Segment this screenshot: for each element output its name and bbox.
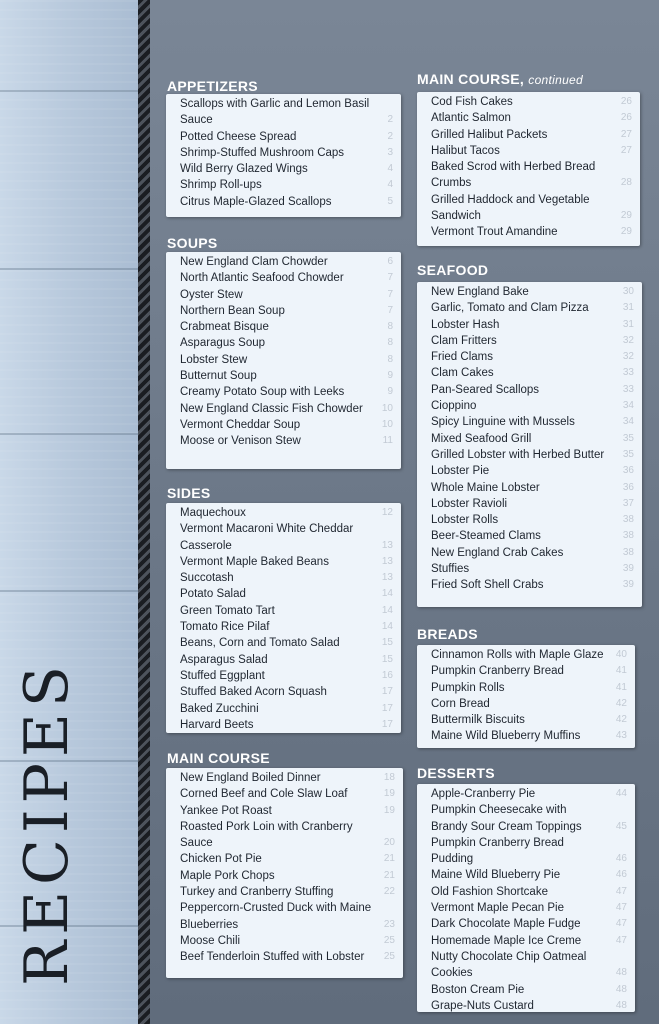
page-number: 37 <box>622 497 634 509</box>
recipe-entry <box>431 431 634 447</box>
page-number: 34 <box>622 416 634 428</box>
recipe-entry <box>431 916 627 932</box>
recipe-entry <box>180 933 395 949</box>
recipe-name: Vermont Trout Amandine <box>431 226 558 239</box>
recipe-name: Cinnamon Rolls with Maple Glaze <box>431 649 604 661</box>
recipe-name: Shrimp-Stuffed Mushroom Caps <box>180 146 345 159</box>
page-number: 9 <box>387 370 393 382</box>
recipe-name: Grilled Lobster with Herbed Butter <box>431 448 605 461</box>
page-number: 26 <box>620 112 632 124</box>
page-number: 13 <box>381 555 393 567</box>
recipe-name: Garlic, Tomato and Clam Pizza <box>431 302 589 315</box>
recipe-name: New England Crab Cakes <box>431 546 564 559</box>
section-title-desserts: DESSERTS <box>417 765 495 781</box>
recipe-name: Asparagus Salad <box>180 653 268 666</box>
recipe-entry <box>180 652 393 668</box>
page-number: 20 <box>383 837 395 849</box>
page-number: 36 <box>622 465 634 477</box>
recipe-name: North Atlantic Seafood Chowder <box>180 272 344 285</box>
recipe-name: Succotash <box>180 572 234 585</box>
page-number: 23 <box>383 918 395 930</box>
recipe-entry <box>180 851 395 867</box>
page-number: 27 <box>620 144 632 156</box>
recipe-name: Boston Cream Pie <box>431 983 525 996</box>
recipe-entry <box>180 803 395 819</box>
page-number: 3 <box>387 146 393 158</box>
page-number: 28 <box>620 177 632 189</box>
page-number: 2 <box>387 114 393 126</box>
page-number: 18 <box>383 772 395 783</box>
recipe-entry <box>180 786 395 802</box>
recipe-entry <box>180 819 395 852</box>
recipe-entry <box>180 884 395 900</box>
recipe-name: Clam Fritters <box>431 334 497 347</box>
recipe-entry <box>180 717 393 733</box>
recipe-name: Oyster Stew <box>180 288 243 301</box>
recipe-name: Potted Cheese Spread <box>180 130 297 143</box>
recipe-entry <box>180 900 395 933</box>
recipe-entry <box>431 712 627 728</box>
page-number: 32 <box>622 351 634 363</box>
page-number: 41 <box>615 665 627 677</box>
recipe-entry <box>180 668 393 684</box>
recipe-entry <box>180 177 393 193</box>
recipe-entry <box>431 561 634 577</box>
page-number: 2 <box>387 130 393 142</box>
recipe-name: Creamy Potato Soup with Leeks <box>180 386 345 399</box>
recipe-entry <box>431 110 632 126</box>
recipe-entry <box>180 635 393 651</box>
recipe-entry <box>180 701 393 717</box>
recipe-entry <box>180 433 393 449</box>
recipe-name: New England Clam Chowder <box>180 256 328 268</box>
recipe-entry <box>431 300 634 316</box>
recipe-name: Homemade Maple Ice Creme <box>431 934 582 947</box>
recipe-name: Chicken Pot Pie <box>180 853 262 866</box>
recipe-name: Clam Cakes <box>431 367 494 380</box>
recipe-entry <box>180 570 393 586</box>
page-number: 31 <box>622 318 634 330</box>
page-number: 17 <box>381 702 393 714</box>
page-number: 38 <box>622 514 634 526</box>
page-number: 42 <box>615 697 627 709</box>
page-number: 32 <box>622 334 634 346</box>
page-number: 46 <box>615 869 627 881</box>
recipe-name: Whole Maine Lobster <box>431 481 540 494</box>
section-box-desserts <box>417 784 635 1012</box>
recipe-index-page <box>150 0 659 1024</box>
recipe-name: Maquechoux <box>180 507 246 519</box>
page-number: 14 <box>381 588 393 600</box>
recipe-name: Pumpkin Cranberry Bread Pudding <box>431 836 564 866</box>
recipe-entry <box>431 884 627 900</box>
page-number: 42 <box>615 714 627 726</box>
recipe-name: Vermont Macaroni White Cheddar Casserole <box>180 523 354 552</box>
recipe-name: Nutty Chocolate Chip Oatmeal Cookies <box>431 950 587 980</box>
recipe-name: Yankee Pot Roast <box>180 804 272 817</box>
page-number: 39 <box>622 563 634 575</box>
recipe-name: Vermont Maple Pecan Pie <box>431 902 564 915</box>
recipe-list-main-course-continued <box>431 94 632 241</box>
page-number: 14 <box>381 604 393 616</box>
page-number: 5 <box>387 195 393 207</box>
recipe-entry <box>431 94 632 110</box>
page-number: 21 <box>383 869 395 881</box>
page-number: 7 <box>387 304 393 316</box>
recipe-entry <box>431 159 632 192</box>
plank-divider <box>0 590 140 592</box>
recipe-name: Pan-Seared Scallops <box>431 383 540 396</box>
recipe-entry <box>431 463 634 479</box>
recipe-entry <box>180 521 393 554</box>
recipe-entry <box>431 127 632 143</box>
page-title <box>12 650 82 995</box>
page-number: 29 <box>620 226 632 238</box>
recipe-name: Fried Soft Shell Crabs <box>431 579 544 592</box>
page-number: 35 <box>622 448 634 460</box>
page-number: 6 <box>387 256 393 267</box>
recipe-name: Lobster Pie <box>431 465 490 478</box>
recipe-entry <box>180 287 393 303</box>
recipe-entry <box>431 224 632 240</box>
page-number: 40 <box>615 649 627 660</box>
page-number: 34 <box>622 400 634 412</box>
recipe-entry <box>431 447 634 463</box>
recipe-name: Spicy Linguine with Mussels <box>431 416 575 429</box>
wood-background <box>0 0 140 1024</box>
recipe-entry <box>180 949 395 965</box>
recipe-entry <box>431 192 632 225</box>
recipe-entry <box>180 96 393 129</box>
recipe-entry <box>431 982 627 998</box>
recipe-name: Mixed Seafood Grill <box>431 432 532 445</box>
recipe-entry <box>431 284 634 300</box>
section-box-main-course <box>166 768 403 978</box>
recipe-name: Vermont Cheddar Soup <box>180 418 301 431</box>
page-number: 43 <box>615 730 627 742</box>
section-title-appetizers: APPETIZERS <box>167 78 258 94</box>
recipe-entry <box>431 496 634 512</box>
page-title-text: RECIPES <box>12 659 83 986</box>
recipe-name: Turkey and Cranberry Stuffing <box>180 886 334 899</box>
page-number: 38 <box>622 530 634 542</box>
recipe-entry <box>431 786 627 802</box>
page-number: 47 <box>615 902 627 914</box>
recipe-name: Moose or Venison Stew <box>180 435 301 448</box>
recipe-entry <box>180 270 393 286</box>
section-box-breads <box>417 645 635 748</box>
page-number: 10 <box>381 418 393 430</box>
section-box-soups <box>166 252 401 469</box>
recipe-entry <box>431 647 627 663</box>
page-number: 7 <box>387 272 393 284</box>
recipe-name: Dark Chocolate Maple Fudge <box>431 918 581 931</box>
page-number: 7 <box>387 288 393 300</box>
recipe-name: Stuffed Baked Acorn Squash <box>180 686 327 699</box>
section-title-main-course-continued <box>417 71 583 87</box>
section-title-seafood: SEAFOOD <box>417 262 489 278</box>
recipe-name: Potato Salad <box>180 588 246 601</box>
recipe-name: Grape-Nuts Custard <box>431 999 534 1012</box>
page-number: 4 <box>387 163 393 175</box>
recipe-entry <box>431 867 627 883</box>
plank-divider <box>0 268 140 270</box>
recipe-list-sides <box>180 505 393 733</box>
recipe-name: Stuffies <box>431 563 470 576</box>
recipe-entry <box>180 319 393 335</box>
recipe-name: Lobster Hash <box>431 318 500 331</box>
recipe-entry <box>431 545 634 561</box>
recipe-name: Tomato Rice Pilaf <box>180 621 270 634</box>
section-title-breads: BREADS <box>417 626 478 642</box>
recipe-name: Crabmeat Bisque <box>180 321 269 334</box>
rope-binding <box>138 0 150 1024</box>
page-number: 48 <box>615 983 627 995</box>
recipe-name: Maine Wild Blueberry Muffins <box>431 730 581 743</box>
page-number: 35 <box>622 432 634 444</box>
recipe-name: Beer-Steamed Clams <box>431 530 541 543</box>
recipe-name: New England Bake <box>431 286 529 298</box>
recipe-entry <box>431 382 634 398</box>
page-number: 4 <box>387 179 393 191</box>
recipe-entry <box>431 512 634 528</box>
recipe-name: Green Tomato Tart <box>180 604 275 617</box>
recipe-name: New England Classic Fish Chowder <box>180 402 363 415</box>
page-number: 8 <box>387 353 393 365</box>
page-number: 27 <box>620 128 632 140</box>
recipe-entry <box>180 368 393 384</box>
section-title-main-course: MAIN COURSE <box>167 750 270 766</box>
plank-divider <box>0 90 140 92</box>
page-number: 16 <box>381 669 393 681</box>
recipe-entry <box>431 349 634 365</box>
recipe-name: Beans, Corn and Tomato Salad <box>180 637 340 650</box>
page-number: 26 <box>620 96 632 107</box>
recipe-name: Cioppino <box>431 400 477 413</box>
recipe-entry <box>180 129 393 145</box>
page-number: 25 <box>383 951 395 963</box>
recipe-name: Cod Fish Cakes <box>431 96 513 108</box>
section-box-sides <box>166 503 401 733</box>
recipe-name: Beef Tenderloin Stuffed with Lobster <box>180 951 365 964</box>
recipe-entry <box>431 398 634 414</box>
recipe-entry <box>180 254 393 270</box>
page-number: 48 <box>615 999 627 1011</box>
recipe-name: Apple-Cranberry Pie <box>431 788 536 800</box>
recipe-entry <box>431 317 634 333</box>
recipe-entry <box>431 680 627 696</box>
page-number: 19 <box>383 804 395 816</box>
recipe-name: Butternut Soup <box>180 370 257 383</box>
page-number: 9 <box>387 386 393 398</box>
page-number: 33 <box>622 367 634 379</box>
page-number: 8 <box>387 337 393 349</box>
recipe-entry <box>180 194 393 210</box>
recipe-name: Grilled Halibut Packets <box>431 128 548 141</box>
recipe-entry <box>431 728 627 744</box>
section-title-main-course-continued-label: MAIN COURSE, <box>417 71 525 87</box>
recipe-entry <box>431 365 634 381</box>
recipe-name: Scallops with Garlic and Lemon Basil Sauce <box>180 98 370 127</box>
recipe-entry <box>180 401 393 417</box>
recipe-entry <box>431 900 627 916</box>
recipe-entry <box>431 663 627 679</box>
recipe-list-desserts <box>431 786 627 1014</box>
page-number: 29 <box>620 210 632 222</box>
recipe-name: Atlantic Salmon <box>431 112 511 125</box>
section-box-appetizers <box>166 94 401 217</box>
page-number: 15 <box>381 653 393 665</box>
recipe-list-main-course <box>180 770 395 966</box>
page-number: 17 <box>381 686 393 698</box>
recipe-name: Baked Zucchini <box>180 702 259 715</box>
page-number: 14 <box>381 621 393 633</box>
recipe-entry <box>431 414 634 430</box>
recipe-entry <box>431 998 627 1014</box>
page-number: 41 <box>615 681 627 693</box>
recipe-list-soups <box>180 254 393 450</box>
recipe-entry <box>180 145 393 161</box>
recipe-list-appetizers <box>180 96 393 210</box>
recipe-entry <box>180 352 393 368</box>
recipe-entry <box>431 480 634 496</box>
recipe-entry <box>180 868 395 884</box>
page-number: 15 <box>381 637 393 649</box>
recipe-entry <box>431 933 627 949</box>
recipe-entry <box>431 835 627 868</box>
recipe-name: New England Boiled Dinner <box>180 772 321 784</box>
page-number: 17 <box>381 718 393 730</box>
page-number: 21 <box>383 853 395 865</box>
recipe-name: Pumpkin Cranberry Bread <box>431 665 564 678</box>
recipe-entry <box>180 384 393 400</box>
recipe-entry <box>431 333 634 349</box>
recipe-name: Northern Bean Soup <box>180 304 285 317</box>
page-number: 10 <box>381 402 393 414</box>
page-number: 8 <box>387 321 393 333</box>
page-number: 47 <box>615 934 627 946</box>
recipe-name: Citrus Maple-Glazed Scallops <box>180 195 332 208</box>
recipe-name: Stuffed Eggplant <box>180 669 265 682</box>
recipe-list-breads <box>431 647 627 745</box>
page-number: 47 <box>615 885 627 897</box>
page-number: 36 <box>622 481 634 493</box>
recipe-name: Buttermilk Biscuits <box>431 714 525 727</box>
recipe-entry <box>180 417 393 433</box>
page-number: 12 <box>381 507 393 518</box>
page-number: 39 <box>622 579 634 591</box>
recipe-name: Maple Pork Chops <box>180 869 275 882</box>
page-number: 31 <box>622 302 634 314</box>
page-number: 13 <box>381 572 393 584</box>
recipe-entry <box>180 619 393 635</box>
section-box-main-course-continued <box>417 92 640 246</box>
recipe-name: Old Fashion Shortcake <box>431 885 548 898</box>
recipe-entry <box>180 161 393 177</box>
recipe-name: Baked Scrod with Herbed Bread Crumbs <box>431 161 596 190</box>
recipe-name: Lobster Rolls <box>431 514 499 527</box>
recipe-name: Shrimp Roll-ups <box>180 179 262 192</box>
recipe-list-seafood <box>431 284 634 594</box>
section-title-soups: SOUPS <box>167 235 218 251</box>
page-number: 19 <box>383 788 395 800</box>
page-number: 22 <box>383 886 395 898</box>
recipe-name: Fried Clams <box>431 351 493 364</box>
recipe-name: Lobster Stew <box>180 353 248 366</box>
recipe-entry <box>180 303 393 319</box>
page-number: 25 <box>383 934 395 946</box>
recipe-entry <box>431 528 634 544</box>
recipe-name: Corn Bread <box>431 697 490 710</box>
section-box-seafood <box>417 282 642 607</box>
page-number: 11 <box>382 435 393 447</box>
recipe-name: Peppercorn-Crusted Duck with Maine Blueberries <box>180 902 372 931</box>
page-number: 33 <box>622 383 634 395</box>
section-title-sides: SIDES <box>167 485 211 501</box>
recipe-entry <box>180 505 393 521</box>
recipe-entry <box>431 696 627 712</box>
recipe-name: Pumpkin Cheesecake with Brandy Sour Cream Toppings <box>431 804 582 833</box>
page-number: 47 <box>615 918 627 930</box>
page-number: 30 <box>622 286 634 297</box>
recipe-entry <box>431 949 627 982</box>
recipe-name: Moose Chili <box>180 934 241 947</box>
recipe-entry <box>180 335 393 351</box>
recipe-entry <box>180 770 395 786</box>
recipe-name: Lobster Ravioli <box>431 497 508 510</box>
plank-divider <box>0 433 140 435</box>
recipe-name: Roasted Pork Loin with Cranberry Sauce <box>180 820 353 850</box>
page-number: 38 <box>622 546 634 558</box>
recipe-name: Halibut Tacos <box>431 144 500 157</box>
page-number: 46 <box>615 853 627 865</box>
page-number: 13 <box>381 539 393 551</box>
recipe-entry <box>431 577 634 593</box>
recipe-entry <box>180 603 393 619</box>
recipe-entry <box>431 143 632 159</box>
page-number: 45 <box>615 820 627 832</box>
recipe-entry <box>431 802 627 835</box>
page-number: 44 <box>615 788 627 799</box>
recipe-entry <box>180 586 393 602</box>
recipe-name: Vermont Maple Baked Beans <box>180 555 329 568</box>
continued-label: continued <box>528 73 584 87</box>
recipe-name: Grilled Haddock and Vegetable Sandwich <box>431 193 590 223</box>
recipe-name: Pumpkin Rolls <box>431 681 505 694</box>
recipe-name: Maine Wild Blueberry Pie <box>431 869 561 882</box>
recipe-entry <box>180 684 393 700</box>
recipe-name: Wild Berry Glazed Wings <box>180 163 308 176</box>
recipe-name: Asparagus Soup <box>180 337 266 350</box>
page-number: 48 <box>615 967 627 979</box>
recipe-name: Corned Beef and Cole Slaw Loaf <box>180 788 348 801</box>
recipe-entry <box>180 554 393 570</box>
recipe-name: Harvard Beets <box>180 718 254 731</box>
